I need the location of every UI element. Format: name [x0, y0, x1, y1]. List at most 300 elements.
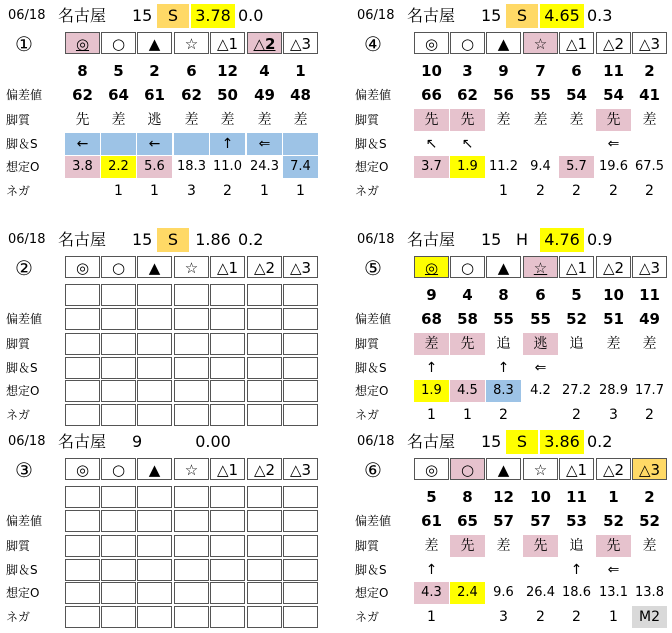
venue-name: 名古屋 — [58, 230, 107, 249]
cell-horses: 4 — [462, 286, 473, 304]
cell-marks: ☆ — [523, 458, 558, 480]
cell-nega — [174, 606, 209, 628]
row-nega — [355, 180, 671, 203]
cell-odds — [174, 582, 209, 604]
cell-odds: 18.3 — [177, 159, 206, 174]
cell-style — [174, 333, 209, 355]
cell-style: 先 — [523, 535, 558, 557]
cell-odds: 4.3 — [414, 582, 449, 604]
cell-deviation: 52 — [603, 512, 624, 530]
cell-deviation: 57 — [493, 512, 514, 530]
cell-style — [65, 535, 100, 557]
cell-marks: ◎ — [65, 256, 100, 278]
cell-deviation: 41 — [639, 86, 660, 104]
cell-style — [137, 333, 172, 355]
cell-nega: 2 — [645, 407, 654, 423]
race-panel — [6, 4, 322, 204]
cell-style — [210, 333, 245, 355]
cell-ashi_s — [523, 559, 558, 581]
cell-horses — [137, 486, 172, 508]
row-ashi_s — [6, 559, 322, 582]
score-value: 4.65 — [540, 4, 584, 28]
cell-ashi_s: ⇐ — [247, 133, 282, 155]
row-label: 脚＆S — [6, 563, 38, 577]
row-label: ネガ — [355, 184, 380, 198]
cell-style — [247, 333, 282, 355]
cell-style — [283, 535, 318, 557]
cell-style: 差 — [606, 336, 621, 352]
score-value: 3.78 — [191, 4, 235, 28]
cell-marks: ◎ — [414, 256, 449, 278]
cell-odds: 4.5 — [450, 380, 485, 402]
row-label: ネガ — [355, 610, 380, 624]
cell-ashi_s — [486, 133, 521, 155]
cell-horses — [101, 486, 136, 508]
cell-nega — [65, 404, 100, 426]
cell-deviation: 54 — [566, 86, 587, 104]
row-odds — [355, 380, 671, 403]
row-style — [6, 109, 322, 132]
cell-marks: ☆ — [523, 32, 558, 54]
cell-ashi_s: ↑ — [570, 562, 583, 578]
surface-badge — [157, 430, 189, 454]
cell-odds — [65, 380, 100, 402]
cell-nega: 1 — [296, 183, 305, 199]
cell-ashi_s: ↑ — [210, 133, 245, 155]
cell-ashi_s — [450, 559, 485, 581]
cell-style: 先 — [596, 109, 631, 131]
cell-odds: 67.5 — [635, 159, 664, 174]
cell-nega: 2 — [536, 609, 545, 625]
surface-badge: H — [515, 230, 529, 249]
cell-nega: 2 — [536, 183, 545, 199]
cell-ashi_s — [174, 133, 209, 155]
cell-nega: 1 — [260, 183, 269, 199]
cell-horses — [247, 486, 282, 508]
row-style — [6, 535, 322, 558]
cell-marks: △3 — [632, 458, 667, 480]
cell-marks: ▲ — [486, 256, 521, 278]
row-odds — [6, 156, 322, 179]
cell-odds: 24.3 — [250, 159, 279, 174]
row-odds — [6, 380, 322, 403]
cell-deviation: 50 — [217, 86, 238, 104]
cell-style — [174, 535, 209, 557]
cell-ashi_s: ↖ — [425, 136, 438, 152]
cell-nega: 2 — [645, 183, 654, 199]
cell-ashi_s — [65, 357, 100, 379]
cell-nega: 3 — [609, 407, 618, 423]
row-ashi_s — [6, 357, 322, 380]
race-number: ⑤ — [364, 256, 382, 280]
cell-horses: 12 — [493, 488, 514, 506]
cell-ashi_s — [101, 357, 136, 379]
surface-badge: S — [506, 430, 538, 454]
venue-name: 名古屋 — [407, 6, 456, 25]
row-horses — [6, 284, 322, 307]
venue-name: 名古屋 — [58, 6, 107, 25]
cell-marks: ○ — [101, 256, 136, 278]
row-label: 想定O — [355, 586, 389, 600]
cell-ashi_s — [283, 559, 318, 581]
cell-ashi_s: ⇐ — [607, 562, 620, 578]
venue-name: 名古屋 — [58, 432, 107, 451]
cell-style: 差 — [424, 538, 439, 554]
cell-style: 追 — [569, 538, 584, 554]
cell-ashi_s — [210, 559, 245, 581]
row-horses — [355, 284, 671, 307]
race-panel — [6, 228, 322, 428]
row-nega — [355, 404, 671, 427]
row-odds — [355, 582, 671, 605]
cell-nega — [101, 606, 136, 628]
cell-horses: 12 — [217, 62, 238, 80]
row-label: 偏差値 — [6, 514, 43, 528]
cell-nega: 2 — [572, 609, 581, 625]
cell-ashi_s — [596, 357, 631, 379]
row-deviation — [355, 510, 671, 533]
cell-horses: 6 — [571, 62, 582, 80]
cell-horses: 9 — [426, 286, 437, 304]
cell-deviation: 61 — [421, 512, 442, 530]
row-label: 脚＆S — [6, 137, 38, 151]
cell-deviation: 65 — [457, 512, 478, 530]
cell-deviation — [283, 510, 318, 532]
row-marks — [355, 458, 671, 481]
row-label: 想定O — [6, 384, 40, 398]
extra-value: 0.3 — [587, 6, 613, 25]
cell-nega: 1 — [463, 407, 472, 423]
row-label: 脚質 — [6, 539, 31, 553]
cell-marks: ▲ — [137, 32, 172, 54]
cell-marks: △1 — [210, 458, 245, 480]
cell-style: 差 — [642, 112, 657, 128]
cell-style: 差 — [496, 112, 511, 128]
cell-marks: △2 — [596, 256, 631, 278]
panel-header — [6, 4, 322, 28]
cell-ashi_s — [632, 357, 667, 379]
row-label: 想定O — [355, 384, 389, 398]
cell-odds — [283, 380, 318, 402]
cell-odds: 11.0 — [213, 159, 242, 174]
cell-odds: 1.9 — [450, 156, 485, 178]
cell-marks: ▲ — [486, 32, 521, 54]
cell-horses: 5 — [113, 62, 124, 80]
cell-nega: 1 — [609, 609, 618, 625]
cell-odds — [137, 380, 172, 402]
cell-odds: 2.2 — [101, 156, 136, 178]
row-deviation — [6, 510, 322, 533]
cell-marks: ◎ — [65, 458, 100, 480]
cell-style: 逃 — [147, 112, 162, 128]
cell-deviation: 55 — [530, 310, 551, 328]
cell-nega — [414, 180, 449, 202]
score-value: 1.86 — [195, 230, 231, 249]
cell-odds — [283, 582, 318, 604]
cell-marks: △2 — [247, 458, 282, 480]
row-horses — [355, 486, 671, 509]
cell-ashi_s — [247, 357, 282, 379]
cell-odds: 19.6 — [599, 159, 628, 174]
race-number: ⑥ — [364, 458, 382, 482]
cell-deviation: 61 — [144, 86, 165, 104]
cell-style: 先 — [596, 535, 631, 557]
cell-marks: △3 — [632, 256, 667, 278]
cell-deviation: 49 — [639, 310, 660, 328]
row-label: 想定O — [6, 586, 40, 600]
cell-deviation: 53 — [566, 512, 587, 530]
cell-ashi_s: ↖ — [461, 136, 474, 152]
cell-horses: 11 — [566, 488, 587, 506]
cell-marks: △2 — [247, 32, 282, 54]
panel-header — [355, 4, 671, 28]
cell-marks: △3 — [283, 458, 318, 480]
cell-odds: 4.2 — [530, 383, 551, 398]
cell-style: 逃 — [523, 333, 558, 355]
cell-horses — [283, 486, 318, 508]
row-deviation — [355, 84, 671, 107]
race-date: 06/18 — [8, 232, 46, 247]
cell-horses: 2 — [644, 488, 655, 506]
field-size: 15 — [481, 230, 502, 249]
cell-deviation — [210, 308, 245, 330]
cell-ashi_s — [210, 357, 245, 379]
cell-ashi_s — [137, 559, 172, 581]
cell-odds: 3.7 — [414, 156, 449, 178]
cell-deviation: 62 — [72, 86, 93, 104]
row-ashi_s — [355, 133, 671, 156]
cell-horses: 7 — [535, 62, 546, 80]
row-horses — [6, 60, 322, 83]
cell-style: 先 — [450, 333, 485, 355]
cell-nega — [65, 180, 100, 202]
cell-horses — [247, 284, 282, 306]
cell-deviation: 68 — [421, 310, 442, 328]
cell-style: 差 — [642, 538, 657, 554]
cell-odds: 5.7 — [559, 156, 594, 178]
cell-deviation — [101, 510, 136, 532]
row-style — [6, 333, 322, 356]
row-marks — [6, 256, 322, 279]
row-nega — [6, 180, 322, 203]
cell-odds: 3.8 — [65, 156, 100, 178]
row-label: ネガ — [355, 408, 380, 422]
cell-horses — [210, 284, 245, 306]
row-label: 脚＆S — [6, 361, 38, 375]
cell-marks: △1 — [559, 256, 594, 278]
cell-horses: 8 — [77, 62, 88, 80]
cell-nega — [210, 606, 245, 628]
cell-horses — [283, 284, 318, 306]
cell-nega: 1 — [150, 183, 159, 199]
cell-odds — [247, 380, 282, 402]
cell-ashi_s — [137, 357, 172, 379]
cell-odds: 9.6 — [493, 585, 514, 600]
cell-style — [283, 333, 318, 355]
cell-deviation: 55 — [493, 310, 514, 328]
cell-nega: M2 — [632, 606, 667, 628]
cell-marks: ▲ — [137, 458, 172, 480]
cell-style: 追 — [496, 336, 511, 352]
race-number: ① — [15, 32, 33, 56]
cell-marks: ○ — [450, 458, 485, 480]
cell-marks: △2 — [596, 458, 631, 480]
row-odds — [6, 582, 322, 605]
cell-deviation — [247, 510, 282, 532]
cell-deviation: 48 — [290, 86, 311, 104]
extra-value: 0.2 — [587, 432, 613, 451]
row-label: ネガ — [6, 184, 31, 198]
cell-horses — [65, 486, 100, 508]
cell-odds: 9.4 — [530, 159, 551, 174]
cell-ashi_s — [486, 559, 521, 581]
cell-ashi_s: ← — [65, 133, 100, 155]
cell-ashi_s — [101, 559, 136, 581]
cell-marks: △2 — [596, 32, 631, 54]
cell-style — [137, 535, 172, 557]
cell-ashi_s: ← — [137, 133, 172, 155]
cell-ashi_s — [101, 133, 136, 155]
race-date: 06/18 — [357, 8, 395, 23]
row-label: ネガ — [6, 408, 31, 422]
cell-horses: 2 — [149, 62, 160, 80]
row-label: 脚質 — [6, 113, 31, 127]
row-label: 脚質 — [355, 337, 380, 351]
row-deviation — [6, 84, 322, 107]
cell-horses: 2 — [644, 62, 655, 80]
cell-deviation: 62 — [457, 86, 478, 104]
cell-deviation: 55 — [530, 86, 551, 104]
race-panel — [355, 228, 671, 428]
cell-ashi_s: ⇐ — [534, 360, 547, 376]
cell-horses: 11 — [603, 62, 624, 80]
row-horses — [355, 60, 671, 83]
cell-horses — [137, 284, 172, 306]
cell-deviation: 56 — [493, 86, 514, 104]
cell-horses: 6 — [186, 62, 197, 80]
cell-marks: ☆ — [174, 458, 209, 480]
row-label: 想定O — [6, 160, 40, 174]
cell-deviation: 57 — [530, 512, 551, 530]
cell-deviation — [137, 308, 172, 330]
cell-style: 差 — [220, 112, 235, 128]
score-value: 4.76 — [540, 228, 584, 252]
cell-nega — [101, 404, 136, 426]
row-style — [355, 109, 671, 132]
cell-horses — [210, 486, 245, 508]
cell-horses — [101, 284, 136, 306]
row-style — [355, 333, 671, 356]
cell-horses — [174, 486, 209, 508]
cell-nega — [450, 606, 485, 628]
row-label: 脚質 — [355, 539, 380, 553]
cell-deviation — [65, 308, 100, 330]
cell-horses: 3 — [462, 62, 473, 80]
race-number: ③ — [15, 458, 33, 482]
cell-nega — [65, 606, 100, 628]
cell-ashi_s — [283, 133, 318, 155]
cell-marks: ○ — [101, 458, 136, 480]
cell-ashi_s — [559, 133, 594, 155]
row-ashi_s — [355, 357, 671, 380]
venue-name: 名古屋 — [407, 432, 456, 451]
cell-marks: △3 — [632, 32, 667, 54]
cell-nega: 1 — [427, 407, 436, 423]
cell-odds: 8.3 — [486, 380, 521, 402]
row-deviation — [355, 308, 671, 331]
cell-deviation: 52 — [639, 512, 660, 530]
cell-deviation — [174, 308, 209, 330]
race-date: 06/18 — [357, 434, 395, 449]
cell-odds — [101, 582, 136, 604]
row-label: 偏差値 — [6, 312, 43, 326]
cell-horses — [65, 284, 100, 306]
race-date: 06/18 — [8, 434, 46, 449]
field-size: 15 — [132, 6, 153, 25]
row-nega — [355, 606, 671, 629]
cell-nega: 2 — [572, 407, 581, 423]
panel-header — [355, 228, 671, 252]
cell-deviation — [247, 308, 282, 330]
cell-style: 先 — [75, 112, 90, 128]
cell-nega — [283, 606, 318, 628]
cell-marks: ○ — [101, 32, 136, 54]
cell-nega: 3 — [187, 183, 196, 199]
surface-badge: S — [157, 228, 189, 252]
cell-style — [101, 535, 136, 557]
cell-horses: 5 — [571, 286, 582, 304]
cell-odds: 27.2 — [562, 383, 591, 398]
cell-deviation: 54 — [603, 86, 624, 104]
cell-horses: 5 — [426, 488, 437, 506]
field-size: 9 — [132, 432, 143, 451]
cell-marks: △3 — [283, 256, 318, 278]
row-deviation — [6, 308, 322, 331]
cell-ashi_s: ↑ — [425, 360, 438, 376]
cell-style — [101, 333, 136, 355]
cell-deviation: 52 — [566, 310, 587, 328]
cell-nega: 1 — [499, 183, 508, 199]
cell-marks: ◎ — [414, 458, 449, 480]
cell-marks: ▲ — [486, 458, 521, 480]
cell-nega — [210, 404, 245, 426]
cell-ashi_s — [632, 133, 667, 155]
cell-nega: 2 — [572, 183, 581, 199]
cell-horses: 9 — [498, 62, 509, 80]
cell-ashi_s — [450, 357, 485, 379]
row-label: 想定O — [355, 160, 389, 174]
cell-odds: 18.6 — [562, 585, 591, 600]
cell-marks: △1 — [210, 32, 245, 54]
cell-style: 差 — [293, 112, 308, 128]
extra-value: 0.0 — [238, 6, 264, 25]
row-nega — [6, 606, 322, 629]
score-value: 0.00 — [195, 432, 231, 451]
cell-ashi_s — [174, 559, 209, 581]
row-marks — [355, 256, 671, 279]
row-nega — [6, 404, 322, 427]
cell-style: 先 — [414, 109, 449, 131]
cell-horses: 11 — [639, 286, 660, 304]
cell-horses: 10 — [603, 286, 624, 304]
panel-header — [6, 228, 322, 252]
cell-deviation — [101, 308, 136, 330]
cell-marks: △2 — [247, 256, 282, 278]
row-label: 脚＆S — [355, 137, 387, 151]
cell-horses — [174, 284, 209, 306]
cell-horses: 6 — [535, 286, 546, 304]
row-ashi_s — [6, 133, 322, 156]
